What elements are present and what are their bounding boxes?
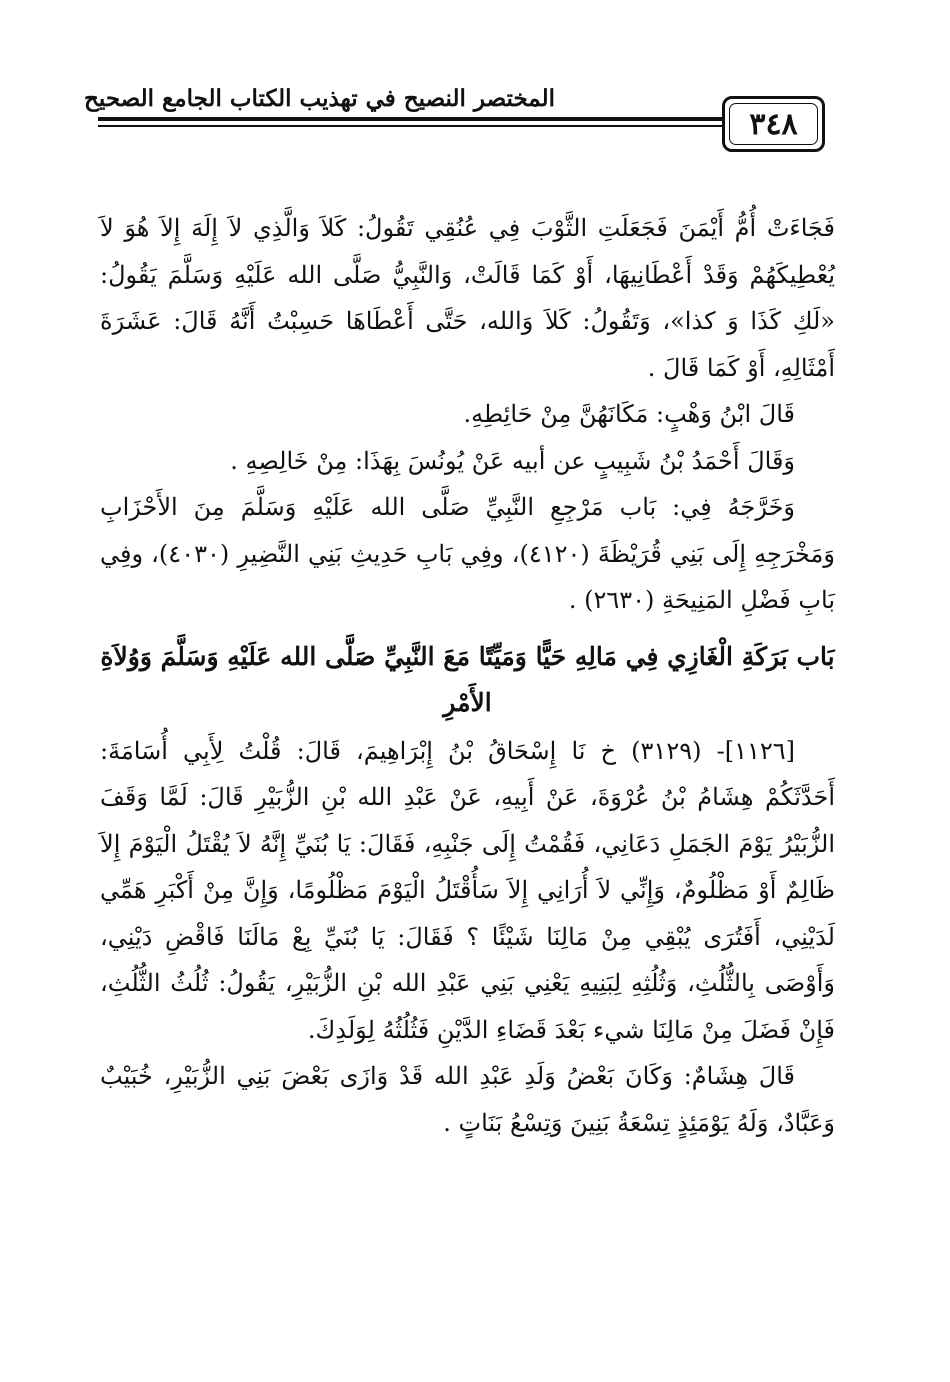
paragraph-ibn-wahb-note: قَالَ ابْنُ وَهْبٍ: مَكَانَهُنَّ مِنْ حَائِطِهِ.: [463, 400, 795, 428]
header-rule-thick: [98, 117, 726, 121]
paragraph-hisham-note: قَالَ هِشَامٌ: وَكَانَ بَعْضُ وَلَدِ عَبْدِ الله قَدْ وَازَى بَعْضَ بَنِي الزُّبَيْرِ، خُبَيْبٌ وَعَبَّادٌ، وَلَهُ يَوْمَئِذٍ تِسْعَةُ بَنِينَ وَتِسْعُ بَنَاتٍ .: [100, 1062, 835, 1137]
page-number: ٣٤٨: [729, 103, 818, 145]
chapter-heading: بَاب بَرَكَةِ الْغَازِي فِي مَالِهِ حَيًّا وَمَيِّتًا مَعَ النَّبِيِّ صَلَّى الله عَلَيْهِ وَسَلَّمَ وَوُلاَةِ الأَمْرِ: [100, 641, 835, 717]
paragraph-ahmad-note: وَقَالَ أَحْمَدُ بْنُ شَبِيبٍ عن أبيه عَنْ يُونُسَ بِهَذَا: مِنْ خَالِصِهِ .: [230, 446, 795, 475]
page-number-box: [722, 96, 825, 152]
main-text: [100, 205, 835, 1146]
paragraph-takhrij: وَخَرَّجَهُ فِي: بَاب مَرْجِعِ النَّبِيِّ صَلَّى الله عَلَيْهِ وَسَلَّمَ مِنَ الأَحْزَابِ وَمَخْرَجِهِ إِلَى بَنِي قُرَيْظَةَ (٤١٢٠)، وفِي بَابِ حَدِيثِ بَنِي النَّضِيرِ (٤٠٣٠)، وفِي بَابِ فَضْلِ المَنِيحَةِ (٢٦٣٠) .: [100, 493, 835, 614]
running-title: المختصر النصيح في تهذيب الكتاب الجامع الصحيح: [84, 85, 555, 112]
paragraph-hadith-1126: [١١٢٦]- (٣١٢٩) خ نَا إِسْحَاقُ بْنُ إِبْرَاهِيمَ، قَالَ: قُلْتُ لِأَبِي أُسَامَةَ: أَحَدَّثَكُمْ هِشَامُ بْنُ عُرْوَةَ، عَنْ أَبِيهِ، عَنْ عَبْدِ الله بْنِ الزُّبَيْرِ قَالَ: لَمَّا وَقَفَ الزُّبَيْرُ يَوْمَ الجَمَلِ دَعَانِي، فَقُمْتُ إِلَى جَنْبِهِ، فَقَالَ: يَا بُنَيِّ إِنَّهُ لاَ يُقْتَلُ الْيَوْمَ إِلاَ ظَالِمٌ أَوْ مَظْلُومٌ، وَإِنِّي لاَ أُرَانِي إِلاَ سَأُقْتَلُ الْيَوْمَ مَظْلُومًا، وَإِنَّ مِنْ أَكْبَرِ هَمِّي لَدَيْنِي، أَفَتُرَى يُبْقِي مِنْ مَالِنَا شَيْئًا ؟ فَقَالَ: يَا بُنَيِّ بِعْ مَالَنَا فَاقْضِ دَيْنِي، وَأَوْصَى بِالثُّلُثِ، وَثُلُثِهِ لِبَنِيهِ يَعْنِي بَنِي عَبْدِ الله بْنِ الزُّبَيْرِ، يَقُولُ: ثُلُثُ الثُّلُثِ، فَإِنْ فَضَلَ مِنْ مَالِنَا شيء بَعْدَ قَضَاءِ الدَّيْنِ فَثُلُثُهُ لِوَلَدِكَ.: [100, 736, 835, 1044]
paragraph-hadith-continuation: فَجَاءَتْ أُمُّ أَيْمَنَ فَجَعَلَتِ الثَّوْبَ فِي عُنُقِي تَقُولُ: كَلاَ وَالَّذِي لاَ إِلَهَ إِلاَ هُوَ لاَ يُعْطِيكَهُمْ وَقَدْ أَعْطَانِيهَا، أَوْ كَمَا قَالَتْ، وَالنَّبِيُّ صَلَّى الله عَلَيْهِ وَسَلَّمَ يَقُولُ: «لَكِ كَذَا وَ كذا»، وَتَقُولُ: كَلاَ وَالله، حَتَّى أَعْطَاهَا حَسِبْتُ أَنَّهُ قَالَ: عَشَرَةَ أَمْثَالِهِ، أَوْ كَمَا قَالَ .: [100, 214, 835, 382]
header-rule-thin: [98, 125, 726, 127]
